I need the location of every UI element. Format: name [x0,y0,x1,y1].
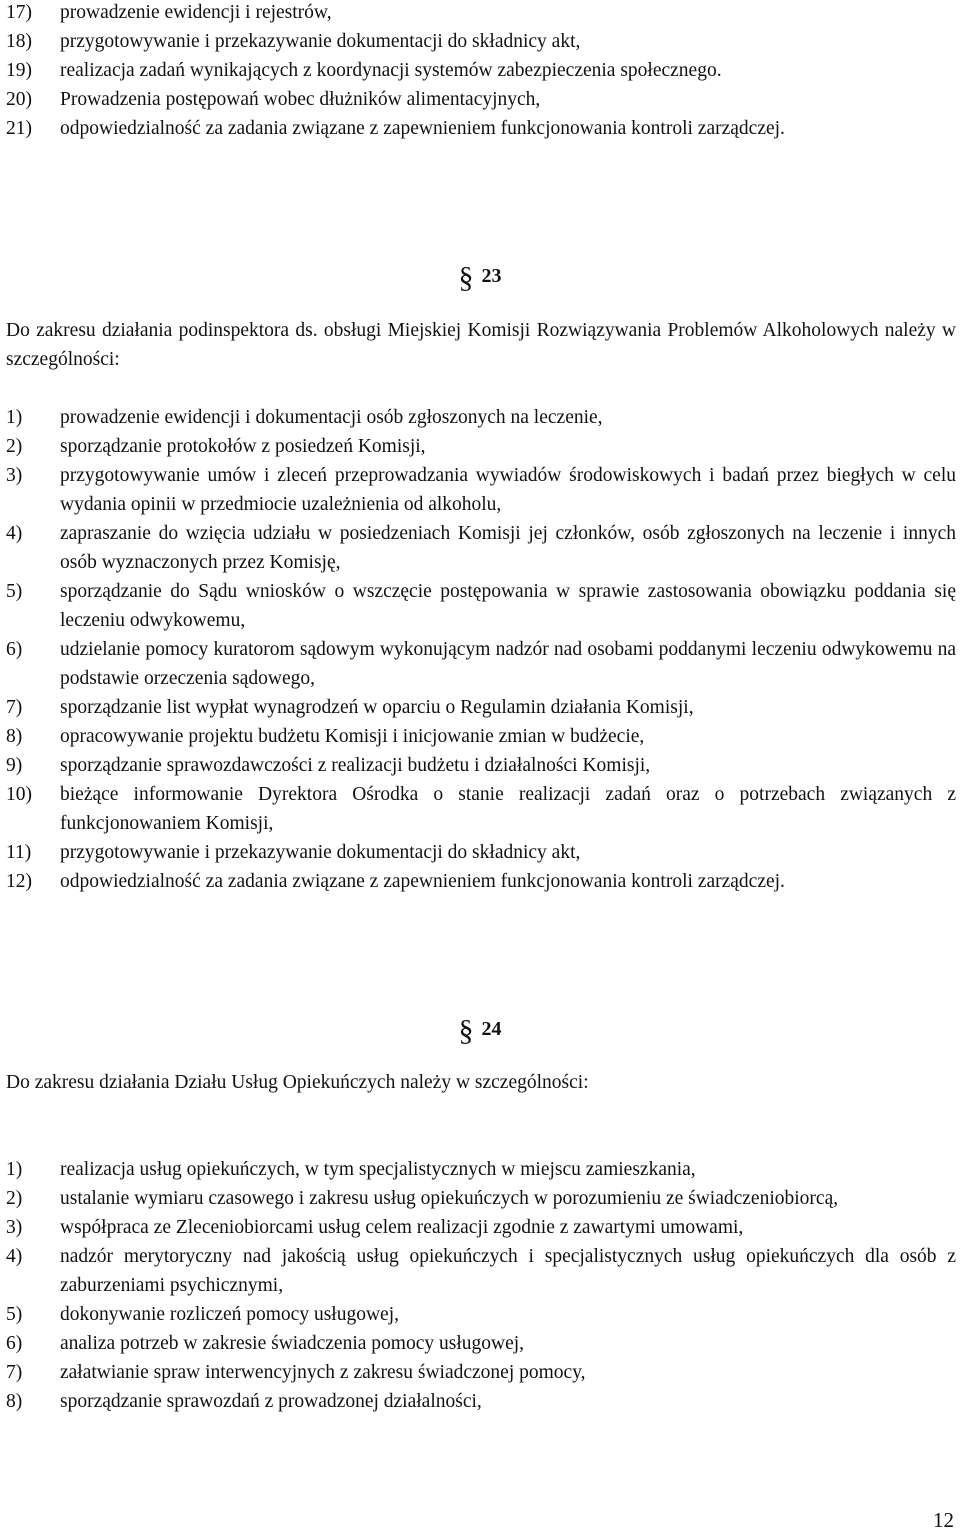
item-text: realizacja zadań wynikających z koordynacji systemów zabezpieczenia społecznego. [60,60,722,81]
item-number: 5) [6,1304,23,1325]
section-number: 24 [481,1018,502,1040]
section-intro-23: Do zakresu działania podinspektora ds. obsługi Miejskiej Komisji Rozwiązywania Problemów Alkoholowych należy w szczególności: [6,320,956,370]
item-number: 1) [6,407,23,428]
list-item [0,432,956,461]
list-item [0,1329,956,1358]
list-item [0,722,956,751]
list-item [0,867,956,896]
item-text: dokonywanie rozliczeń pomocy usługowej, [60,1304,399,1325]
item-text: opracowywanie projektu budżetu Komisji i inicjowanie zmian w budżecie, [60,726,645,747]
item-text: przygotowywanie i przekazywanie dokumentacji do składnicy akt, [60,842,581,863]
item-number: 3) [6,1217,23,1238]
item-text: sporządzanie do Sądu wniosków o wszczęcie postępowania w sprawie zastosowania obowiązku poddania się leczeniu odwykowemu, [60,581,956,631]
item-number: 8) [6,1391,23,1412]
section-heading-23 [0,258,960,294]
list-item [0,780,956,838]
item-text: nadzór merytoryczny nad jakością usług opiekuńczych i specjalistycznych usług opiekuńczych dla osób z zaburzeniami psychicznymi, [60,1246,956,1296]
section-heading-24 [0,1011,960,1047]
item-number: 18) [6,31,32,52]
item-number: 21) [6,118,32,139]
item-number: 7) [6,1362,23,1383]
item-number: 8) [6,726,23,747]
item-text: przygotowywanie i przekazywanie dokumentacji do składnicy akt, [60,31,581,52]
item-number: 1) [6,1159,23,1180]
item-number: 4) [6,1246,23,1267]
paragraph-sign: § [458,261,474,294]
list-item [0,114,956,143]
item-number: 3) [6,465,23,486]
list-item [0,0,956,27]
list-item [0,751,956,780]
item-text: sporządzanie list wypłat wynagrodzeń w oparciu o Regulamin działania Komisji, [60,697,694,718]
list-item [0,838,956,867]
item-number: 11) [6,842,32,863]
item-text: odpowiedzialność za zadania związane z zapewnieniem funkcjonowania kontroli zarządczej. [60,871,785,892]
list-item [0,1155,956,1184]
item-text: ustalanie wymiaru czasowego i zakresu usług opiekuńczych w porozumieniu ze świadczeniobiorcą, [60,1188,839,1209]
list-item [0,1184,956,1213]
item-number: 19) [6,60,32,81]
continued-duties-list [0,0,956,143]
item-number: 2) [6,436,23,457]
paragraph-sign: § [458,1014,474,1047]
list-item [0,56,956,85]
item-text: bieżące informowanie Dyrektora Ośrodka o stanie realizacji zadań oraz o potrzebach związanych z funkcjonowaniem Komisji, [60,784,956,834]
item-text: udzielanie pomocy kuratorom sądowym wykonującym nadzór nad osobami poddanymi leczeniu odwykowemu na podstawie orzeczenia sądowego, [60,639,956,689]
list-item [0,1242,956,1300]
item-number: 6) [6,1333,23,1354]
list-item [0,403,956,432]
item-text: prowadzenie ewidencji i rejestrów, [60,2,332,23]
list-item [0,1358,956,1387]
item-text: Prowadzenia postępowań wobec dłużników alimentacyjnych, [60,89,541,110]
item-text: sporządzanie protokołów z posiedzeń Komisji, [60,436,426,457]
list-item [0,1387,956,1416]
item-text: zapraszanie do wzięcia udziału w posiedzeniach Komisji jej członków, osób zgłoszonych na leczenie i innych osób wyznaczonych przez Komisję, [60,523,956,573]
item-text: przygotowywanie umów i zleceń przeprowadzania wywiadów środowiskowych i badań przez biegłych w celu wydania opinii w przedmiocie uzależnienia od alkoholu, [60,465,956,515]
section-intro-24: Do zakresu działania Działu Usług Opiekuńczych należy w szczególności: [6,1072,589,1093]
list-item [0,693,956,722]
item-text: analiza potrzeb w zakresie świadczenia pomocy usługowej, [60,1333,525,1354]
page-number: 12 [933,1508,954,1532]
item-number: 4) [6,523,23,544]
list-item [0,635,956,693]
item-text: realizacja usług opiekuńczych, w tym specjalistycznych w miejscu zamieszkania, [60,1159,696,1180]
list-item [0,85,956,114]
item-number: 2) [6,1188,23,1209]
section-number: 23 [481,265,502,287]
item-number: 20) [6,89,32,110]
item-number: 9) [6,755,23,776]
list-item [0,519,956,577]
item-number: 5) [6,581,23,602]
item-text: odpowiedzialność za zadania związane z zapewnieniem funkcjonowania kontroli zarządczej. [60,118,785,139]
item-text: prowadzenie ewidencji i dokumentacji osób zgłoszonych na leczenie, [60,407,603,428]
item-number: 12) [6,871,32,892]
section-23-duties-list [0,403,956,896]
item-number: 6) [6,639,23,660]
item-text: sporządzanie sprawozdań z prowadzonej działalności, [60,1391,482,1412]
item-number: 7) [6,697,23,718]
list-item [0,1213,956,1242]
list-item [0,461,956,519]
section-24-duties-list [0,1155,956,1416]
item-number: 17) [6,2,32,23]
list-item [0,577,956,635]
list-item [0,27,956,56]
list-item [0,1300,956,1329]
item-text: załatwianie spraw interwencyjnych z zakresu świadczonej pomocy, [60,1362,586,1383]
item-text: sporządzanie sprawozdawczości z realizacji budżetu i działalności Komisji, [60,755,651,776]
item-text: współpraca ze Zleceniobiorcami usług celem realizacji zgodnie z zawartymi umowami, [60,1217,744,1238]
item-number: 10) [6,784,32,805]
